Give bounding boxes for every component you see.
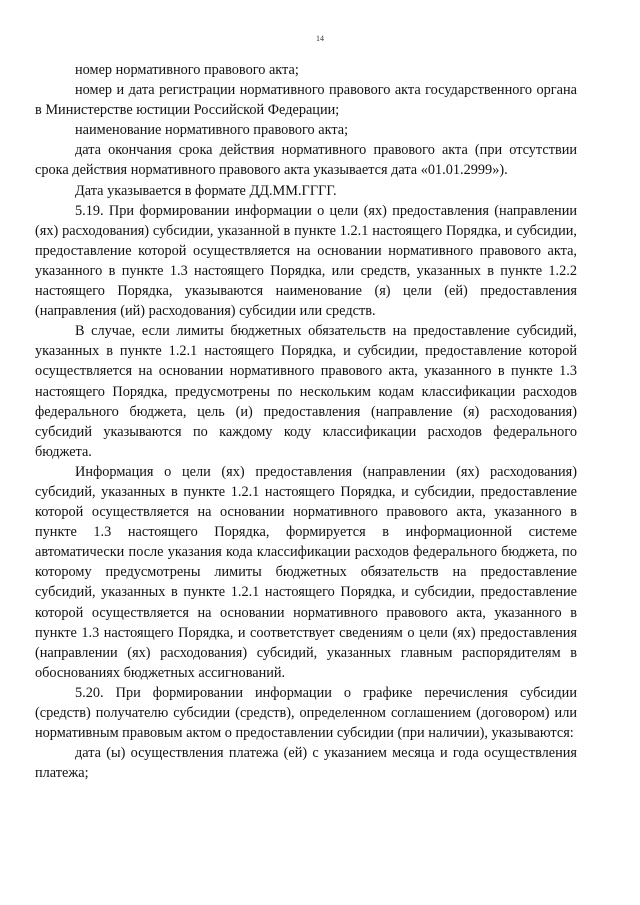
paragraph-9: 5.20. При формировании информации о графике перечисления субсидии (средств) получателю субсидии (средств), определенном соглашением (договором) или нормативным правовым актом о предоставлении субсидии (при наличии), указываются: bbox=[35, 684, 577, 742]
paragraph-10: дата (ы) осуществления платежа (ей) с указанием месяца и года осуществления платежа; bbox=[35, 745, 577, 782]
paragraph-2: номер и дата регистрации нормативного правового акта государственного органа в Министерстве юстиции Российской Федерации; bbox=[35, 82, 577, 119]
paragraph-1: номер нормативного правового акта; bbox=[75, 62, 299, 78]
page-number: 14 bbox=[316, 34, 324, 43]
paragraph-4: дата окончания срока действия нормативного правового акта (при отсутствии срока действия нормативного правового акта указывается дата «01.01.2999»). bbox=[35, 142, 577, 179]
paragraph-3: наименование нормативного правового акта; bbox=[75, 122, 349, 139]
paragraph-8: Информация о цели (ях) предоставления (направлении (ях) расходования) субсидий, указанных в пункте 1.2.1 настоящего Порядка, и субсидии, предоставление которой осуществляется на основании нормативного правового акта, указанного в пункте 1.3 настоящего Порядка, формируется в информационной системе автоматически после указания кода классификации расходов федерального бюджета, по которому предусмотрены лимиты бюджетных обязательств на предоставление субсидий, указанных в пункте 1.2.1 настоящего Порядка, и субсидии, предоставление которой осуществляется на основании нормативного правового акта, указанного в пункте 1.3 настоящего Порядка, и соответствует сведениям о цели (ях) предоставления (направлении (ях) расходования) субсидий, указанных главным распорядителям в обоснованиях бюджетных ассигнований. bbox=[35, 463, 577, 681]
paragraph-5: Дата указывается в формате ДД.ММ.ГГГГ. bbox=[75, 182, 337, 199]
document-body bbox=[35, 60, 577, 783]
paragraph-6: 5.19. При формировании информации о цели (ях) предоставления (направлении (ях) расходования) субсидии, указанной в пункте 1.2.1 настоящего Порядка, и субсидии, предоставление которой осуществляется на основании нормативного правового акта, указанного в пункте 1.3 настоящего Порядка, или средств, указанных в пункте 1.2.2 настоящего Порядка, указываются наименование (я) цели (ей) предоставления (направления (ий) расходования) субсидии или средств. bbox=[35, 202, 577, 320]
paragraph-7: В случае, если лимиты бюджетных обязательств на предоставление субсидий, указанных в пункте 1.2.1 настоящего Порядка, и субсидии, предоставление которой осуществляется на основании нормативного правового акта, указанного в пункте 1.3 настоящего Порядка, предусмотрены по нескольким кодам классификации расходов федерального бюджета, цель (и) предоставления (направление (я) расходования) субсидий указываются по каждому коду классификации расходов федерального бюджета. bbox=[35, 323, 577, 460]
